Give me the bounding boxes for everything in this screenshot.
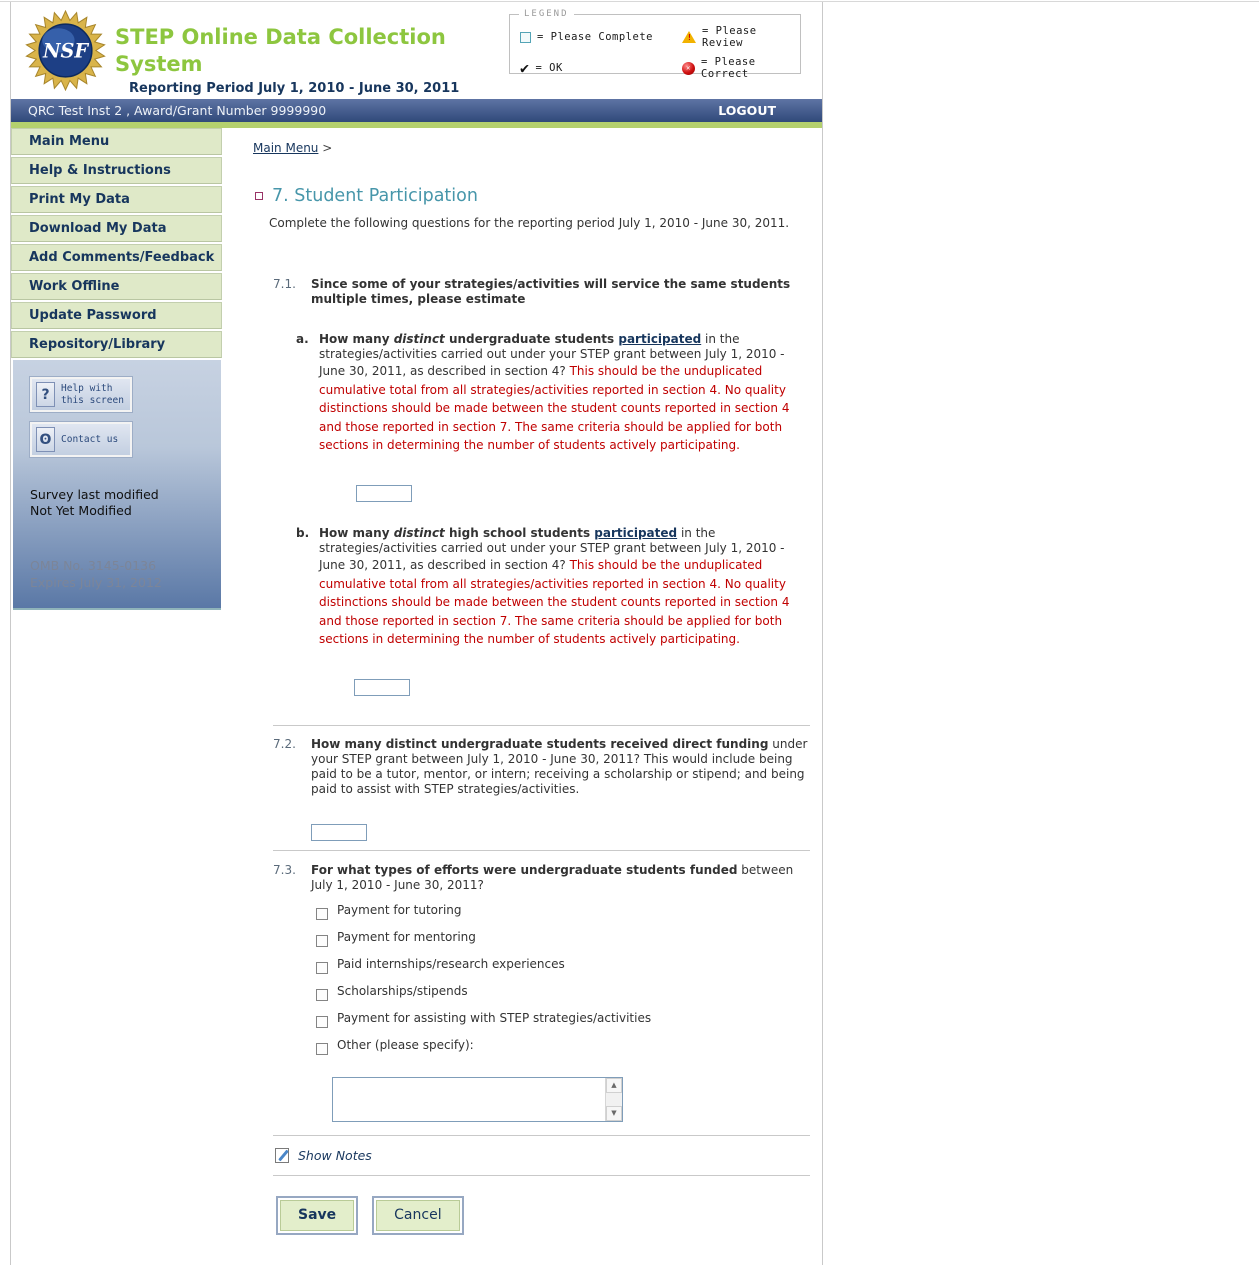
legend-title: LEGEND (519, 9, 574, 19)
app-title-line2: System (115, 52, 203, 76)
survey-last-modified: Survey last modified Not Yet Modified (30, 487, 159, 518)
sidebar-item-print-my-data[interactable]: Print My Data (11, 186, 222, 213)
legend-text-review: = Please Review (702, 25, 757, 49)
question-7-1a (296, 332, 810, 455)
app-window (10, 2, 823, 1265)
question-7-1 (273, 277, 810, 307)
page-title: 7. Student Participation (272, 186, 478, 206)
sidebar-item-repository-library[interactable]: Repository/Library (11, 331, 222, 358)
help-with-screen-button[interactable] (30, 377, 132, 412)
question-7-1a-text: How many distinct undergraduate students participated in the strategies/activities carried out under your STEP grant between July 1, 2010 - June 30, 2011, as described in section 4? This should be the unduplicated cumulative total from all strategies/activities reported in section 4. No quality distinctions should be made between the student counts reported in section 4 and those reported in section 7. The same criteria should be applied for both sections in determining the number of students actively participating. (319, 332, 790, 453)
breadcrumb-separator: > (322, 141, 333, 155)
question-7-2-number: 7.2. (273, 736, 296, 751)
divider (273, 850, 810, 851)
sidebar-item-main-menu[interactable]: Main Menu (11, 128, 222, 155)
textarea-scrollbar[interactable] (605, 1078, 622, 1121)
main-content (222, 128, 822, 1265)
cancel-button[interactable]: Cancel (376, 1200, 459, 1231)
nsf-logo (25, 10, 106, 91)
contact-us-label: Contact us (61, 433, 119, 445)
legend-text-complete: = Please Complete (537, 31, 653, 43)
scroll-up-icon[interactable]: ▲ (606, 1078, 622, 1093)
question-mark-icon: ? (36, 382, 55, 407)
option-payment-mentoring: Payment for mentoring (316, 930, 822, 957)
breadcrumb (253, 141, 822, 155)
option-paid-internships: Paid internships/research experiences (316, 957, 822, 984)
legend-item-ok (520, 56, 682, 80)
please-complete-square-icon (255, 192, 263, 200)
legend-item-complete (520, 25, 682, 49)
show-notes-row (275, 1148, 822, 1163)
checkbox-payment-tutoring[interactable] (316, 908, 328, 920)
sidebar-item-update-password[interactable]: Update Password (11, 302, 222, 329)
question-7-3-text: For what types of efforts were undergraduate students funded between July 1, 2010 - June 30, 2011? (311, 862, 794, 892)
question-7-1b-input[interactable] (354, 679, 410, 696)
institution-bar (11, 99, 822, 122)
option-payment-tutoring: Payment for tutoring (316, 903, 822, 930)
checkbox-scholarships[interactable] (316, 989, 328, 1001)
section-heading (255, 186, 822, 206)
sidebar (11, 128, 222, 610)
app-title-line1: STEP Online Data Collection (115, 25, 446, 49)
question-7-2-input[interactable] (311, 824, 367, 841)
divider (273, 725, 810, 726)
section-intro: Complete the following questions for the reporting period July 1, 2010 - June 30, 2011. (269, 216, 790, 230)
phone-icon: ʘ (36, 427, 55, 452)
svg-text:NSF: NSF (42, 39, 89, 63)
empty-square-icon (520, 32, 531, 43)
question-7-1b-label: b. (296, 525, 310, 540)
check-icon: ✔ (520, 59, 530, 77)
divider (273, 1135, 810, 1136)
legend-text-correct: = Please Correct (701, 56, 756, 80)
question-7-1b-text: How many distinct high school students participated in the strategies/activities carried out under your STEP grant between July 1, 2010 - June 30, 2011, as described in section 4? This should be the unduplicated cumulative total from all strategies/activities reported in section 4. No quality distinctions should be made between the student counts reported in section 4 and those reported in section 7. The same criteria should be applied for both sections in determining the number of students actively participating. (319, 525, 790, 647)
page-header (11, 2, 822, 99)
checkbox-other[interactable] (316, 1043, 328, 1055)
divider (273, 1175, 810, 1176)
other-specify-text[interactable] (333, 1078, 605, 1121)
warning-triangle-icon (682, 31, 696, 43)
omb-number: OMB No. 3145-0136 Expires July 31, 2012 (30, 558, 162, 590)
checkbox-payment-assisting[interactable] (316, 1016, 328, 1028)
option-other-specify: Other (please specify): (316, 1038, 822, 1065)
option-scholarships: Scholarships/stipends (316, 984, 822, 1011)
scroll-down-icon[interactable]: ▼ (606, 1106, 622, 1121)
notes-icon[interactable] (275, 1148, 289, 1163)
sidebar-item-download-my-data[interactable]: Download My Data (11, 215, 222, 242)
legend-text-ok: = OK (535, 62, 563, 74)
sidebar-item-help-instructions[interactable]: Help & Instructions (11, 157, 222, 184)
participated-link-b[interactable]: participated (594, 525, 678, 540)
sidebar-info-panel (13, 360, 221, 610)
checkbox-payment-mentoring[interactable] (316, 935, 328, 947)
form-actions (276, 1196, 822, 1235)
question-7-1-number: 7.1. (273, 277, 296, 291)
question-7-1a-input[interactable] (356, 485, 412, 502)
legend-item-review (682, 25, 792, 49)
sidebar-menu (11, 128, 222, 358)
checkbox-paid-internships[interactable] (316, 962, 328, 974)
survey-modified-value: Not Yet Modified (30, 503, 132, 518)
legend-item-correct (682, 56, 792, 80)
question-7-1-text: Since some of your strategies/activities will service the same students multiple times, please estimate (311, 277, 791, 306)
sidebar-item-add-comments-feedback[interactable]: Add Comments/Feedback (11, 244, 222, 271)
legend-box (509, 9, 801, 80)
question-7-3 (273, 863, 810, 893)
question-7-1a-instruction: This should be the unduplicated cumulative total from all strategies/activities reported in section 4. No quality distinctions should be made between the student counts reported in section 4 and those reported in section 7. The same criteria should be applied for both sections in determining the number of students actively participating. (319, 364, 790, 453)
institution-label: QRC Test Inst 2 , Award/Grant Number 9999990 (28, 103, 327, 118)
reporting-period: Reporting Period July 1, 2010 - June 30, 2011 (129, 81, 460, 96)
logout-button[interactable]: LOGOUT (718, 103, 776, 118)
other-specify-textarea[interactable] (332, 1077, 623, 1122)
question-7-2 (273, 737, 810, 797)
question-7-1b-instruction: This should be the unduplicated cumulative total from all strategies/activities reported in section 4. No quality distinctions should be made between the student counts reported in section 4 and those reported in section 7. The same criteria should be applied for both sections in determining the number of students actively participating. (319, 557, 790, 647)
question-7-1a-label: a. (296, 332, 309, 346)
show-notes-link[interactable]: Show Notes (298, 1147, 372, 1163)
legend-grid (520, 25, 792, 80)
question-7-3-options (243, 903, 822, 1065)
option-payment-assisting: Payment for assisting with STEP strategies/activities (316, 1011, 822, 1038)
app-title-block (115, 24, 459, 96)
sidebar-item-work-offline[interactable]: Work Offline (11, 273, 222, 300)
help-with-screen-label: Help with this screen (61, 382, 124, 406)
contact-us-button[interactable] (30, 422, 132, 457)
breadcrumb-main-menu-link[interactable]: Main Menu (253, 141, 319, 155)
error-circle-icon (682, 62, 695, 75)
question-7-1b (296, 526, 810, 649)
participated-link-a[interactable]: participated (618, 332, 702, 346)
save-button[interactable]: Save (280, 1200, 354, 1231)
question-7-3-number: 7.3. (273, 862, 296, 877)
question-7-2-text: How many distinct undergraduate students received direct funding under your STEP grant between July 1, 2010 - June 30, 2011? This would include being paid to be a tutor, mentor, or intern; receiving a scholarship or stipend; and being paid to assist with STEP strategies/activities. (311, 736, 808, 796)
